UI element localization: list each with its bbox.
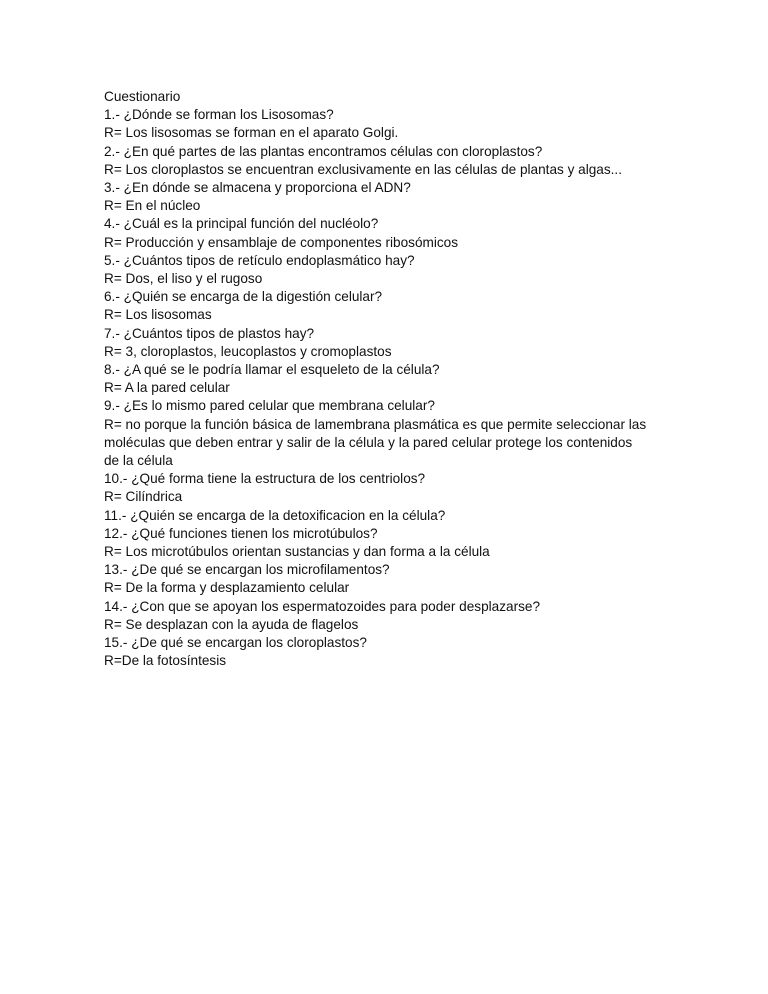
question-6: 6.- ¿Quién se encarga de la digestión celular? xyxy=(104,289,383,305)
question-11: 11.- ¿Quién se encarga de la detoxificacion en la célula? xyxy=(104,507,446,523)
questionnaire-text xyxy=(104,88,664,671)
answer-10: R= Cilíndrica xyxy=(104,489,183,505)
question-3: 3.- ¿En dónde se almacena y proporciona el ADN? xyxy=(104,180,411,196)
answer-14: R= Se desplazan con la ayuda de flagelos xyxy=(104,616,359,632)
answer-5: R= Dos, el liso y el rugoso xyxy=(104,271,263,287)
answer-1: R= Los lisosomas se forman en el aparato Golgi. xyxy=(104,125,399,141)
answer-15: R=De la fotosíntesis xyxy=(104,653,227,669)
answer-12: R= Los microtúbulos orientan sustancias y dan forma a la célula xyxy=(104,544,490,560)
question-8: 8.- ¿A qué se le podría llamar el esqueleto de la célula? xyxy=(104,362,440,378)
answer-9-line-1: R= no porque la función básica de lamembrana plasmática es que permite seleccionar las xyxy=(104,416,647,432)
answer-9-line-3: de la célula xyxy=(104,453,173,469)
question-7: 7.- ¿Cuántos tipos de plastos hay? xyxy=(104,325,315,341)
question-4: 4.- ¿Cuál es la principal función del nucléolo? xyxy=(104,216,379,232)
answer-7: R= 3, cloroplastos, leucoplastos y cromoplastos xyxy=(104,343,392,359)
question-14: 14.- ¿Con que se apoyan los espermatozoides para poder desplazarse? xyxy=(104,598,541,614)
question-10: 10.- ¿Qué forma tiene la estructura de los centriolos? xyxy=(104,471,426,487)
question-1: 1.- ¿Dónde se forman los Lisosomas? xyxy=(104,107,334,123)
answer-13: R= De la forma y desplazamiento celular xyxy=(104,580,350,596)
question-2: 2.- ¿En qué partes de las plantas encontramos células con cloroplastos? xyxy=(104,143,543,159)
question-13: 13.- ¿De qué se encargan los microfilamentos? xyxy=(104,562,390,578)
question-12: 12.- ¿Qué funciones tienen los microtúbulos? xyxy=(104,525,378,541)
question-5: 5.- ¿Cuántos tipos de retículo endoplasmático hay? xyxy=(104,252,415,268)
answer-8: R= A la pared celular xyxy=(104,380,230,396)
answer-2: R= Los cloroplastos se encuentran exclusivamente en las células de plantas y algas... xyxy=(104,161,622,177)
answer-9-line-2: moléculas que deben entrar y salir de la célula y la pared celular protege los contenidos xyxy=(104,434,633,450)
document-title: Cuestionario xyxy=(104,89,181,104)
question-9: 9.- ¿Es lo mismo pared celular que membrana celular? xyxy=(104,398,435,414)
answer-4: R= Producción y ensamblaje de componentes ribosómicos xyxy=(104,234,459,250)
answer-6: R= Los lisosomas xyxy=(104,307,212,323)
answer-3: R= En el núcleo xyxy=(104,198,201,214)
question-15: 15.- ¿De qué se encargan los cloroplastos? xyxy=(104,635,367,651)
